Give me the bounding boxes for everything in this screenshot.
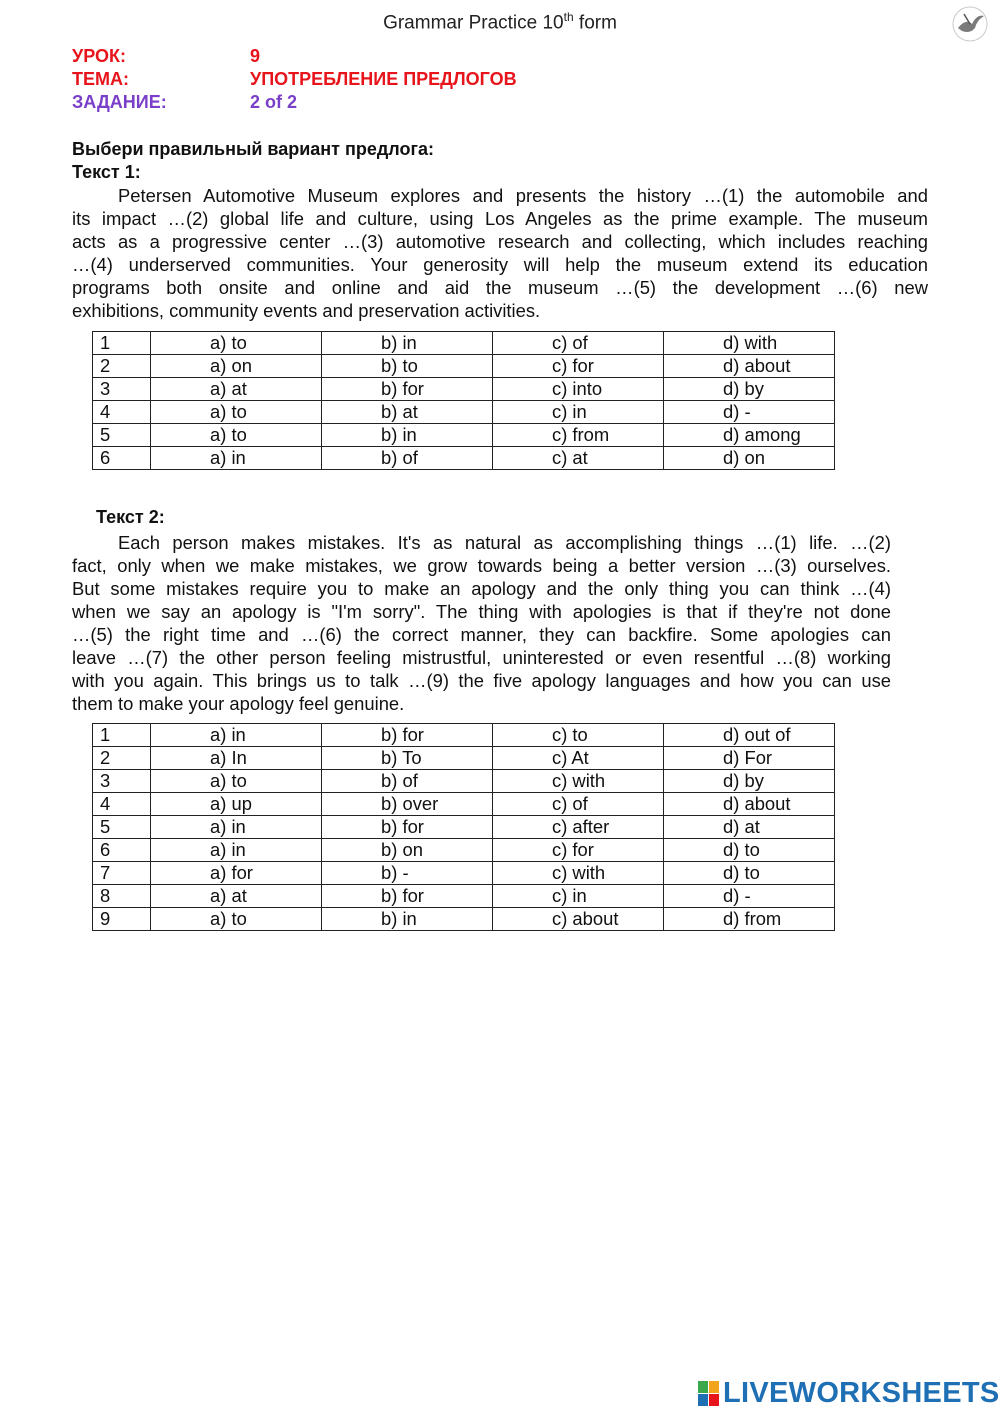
- text2-table-row: [93, 908, 835, 931]
- option-d[interactable]: d) to: [664, 839, 835, 862]
- option-c[interactable]: c) for: [493, 839, 664, 862]
- question-number: 1: [93, 332, 151, 355]
- option-d[interactable]: d) on: [664, 447, 835, 470]
- option-a[interactable]: a) to: [151, 332, 322, 355]
- option-b[interactable]: b) over: [322, 793, 493, 816]
- lesson-row: [72, 45, 517, 68]
- option-c[interactable]: c) to: [493, 724, 664, 747]
- text2-passage-line: them to make your apology feel genuine.: [72, 693, 405, 714]
- option-d[interactable]: d) by: [664, 378, 835, 401]
- text2-passage-line: But some mistakes require you to make an apology and the only thing you can think …(4): [72, 578, 891, 599]
- text1-passage-line: acts as a progressive center …(3) automotive research and collecting, which includes reaching: [72, 231, 928, 252]
- header-title-main: Grammar Practice 10: [383, 12, 564, 34]
- option-b[interactable]: b) for: [322, 816, 493, 839]
- question-number: 2: [93, 747, 151, 770]
- header-title-tail: form: [573, 12, 617, 34]
- text1-passage-line: Petersen Automotive Museum explores and presents the history …(1) the automobile and: [118, 185, 928, 206]
- text2-passage-line: …(5) the right time and …(6) the correct manner, they can backfire. Some apologies can: [72, 624, 891, 645]
- text2-passage-line: when we say an apology is "I'm sorry". The thing with apologies is that if they're not done: [72, 601, 891, 622]
- task-row: [72, 91, 517, 114]
- text2-options-table: [92, 723, 835, 931]
- bird-logo-icon: [950, 4, 990, 44]
- text1-passage-line: …(4) underserved communities. Your generosity will help the museum extend its education: [72, 254, 928, 275]
- option-a[interactable]: a) in: [151, 839, 322, 862]
- option-d[interactable]: d) from: [664, 908, 835, 931]
- text2-passage-line: with you again. This brings us to talk …(9) the five apology languages and how you can use: [72, 670, 891, 691]
- option-b[interactable]: b) on: [322, 839, 493, 862]
- brand-text: LIVEWORKSHEETS: [723, 1377, 1000, 1409]
- option-c[interactable]: c) in: [493, 885, 664, 908]
- option-d[interactable]: d) about: [664, 355, 835, 378]
- option-c[interactable]: c) into: [493, 378, 664, 401]
- option-b[interactable]: b) for: [322, 885, 493, 908]
- option-b[interactable]: b) for: [322, 724, 493, 747]
- text2-table-row: [93, 862, 835, 885]
- brand-logo-icon: [698, 1381, 719, 1406]
- text2-table-row: [93, 885, 835, 908]
- question-number: 3: [93, 378, 151, 401]
- text1-table-row: [93, 424, 835, 447]
- option-d[interactable]: d) -: [664, 401, 835, 424]
- option-a[interactable]: a) to: [151, 908, 322, 931]
- question-number: 4: [93, 401, 151, 424]
- topic-label: ТЕМА:: [72, 69, 129, 89]
- option-b[interactable]: b) in: [322, 908, 493, 931]
- option-b[interactable]: b) -: [322, 862, 493, 885]
- text2-table-row: [93, 770, 835, 793]
- text1-table-row: [93, 447, 835, 470]
- option-d[interactable]: d) at: [664, 816, 835, 839]
- option-d[interactable]: d) about: [664, 793, 835, 816]
- question-number: 3: [93, 770, 151, 793]
- option-d[interactable]: d) by: [664, 770, 835, 793]
- option-c[interactable]: c) about: [493, 908, 664, 931]
- option-a[interactable]: a) in: [151, 724, 322, 747]
- text1-passage-line: programs both onsite and online and aid the museum …(5) the development …(6) new: [72, 277, 928, 298]
- option-b[interactable]: b) in: [322, 332, 493, 355]
- text2-table-row: [93, 747, 835, 770]
- option-b[interactable]: b) To: [322, 747, 493, 770]
- option-c[interactable]: c) for: [493, 355, 664, 378]
- option-a[interactable]: a) up: [151, 793, 322, 816]
- question-number: 8: [93, 885, 151, 908]
- topic-row: [72, 68, 517, 91]
- option-c[interactable]: c) of: [493, 793, 664, 816]
- text2-passage-line: fact, only when we make mistakes, we grow towards being a better version …(3) ourselves.: [72, 555, 891, 576]
- page-header-title: [0, 10, 1000, 34]
- question-number: 7: [93, 862, 151, 885]
- liveworksheets-brand: [698, 1377, 1000, 1410]
- text2-table-row: [93, 816, 835, 839]
- option-a[interactable]: a) at: [151, 885, 322, 908]
- text2-passage-line: leave …(7) the other person feeling mistrustful, uninterested or even resentful …(8) working: [72, 647, 891, 668]
- text2-table-row: [93, 839, 835, 862]
- option-d[interactable]: d) -: [664, 885, 835, 908]
- option-c[interactable]: c) after: [493, 816, 664, 839]
- option-a[interactable]: a) to: [151, 401, 322, 424]
- option-d[interactable]: d) with: [664, 332, 835, 355]
- text2-passage: [72, 531, 891, 715]
- question-number: 1: [93, 724, 151, 747]
- text1-title: Текст 1:: [72, 162, 141, 182]
- question-number: 5: [93, 424, 151, 447]
- option-c[interactable]: c) in: [493, 401, 664, 424]
- question-number: 2: [93, 355, 151, 378]
- option-a[interactable]: a) in: [151, 447, 322, 470]
- question-number: 5: [93, 816, 151, 839]
- text2-table-row: [93, 724, 835, 747]
- question-number: 9: [93, 908, 151, 931]
- option-c[interactable]: c) from: [493, 424, 664, 447]
- option-a[interactable]: a) at: [151, 378, 322, 401]
- question-number: 4: [93, 793, 151, 816]
- question-number: 6: [93, 839, 151, 862]
- option-c[interactable]: c) with: [493, 770, 664, 793]
- option-d[interactable]: d) among: [664, 424, 835, 447]
- text2-passage-line: Each person makes mistakes. It's as natural as accomplishing things …(1) life. …(2): [118, 532, 891, 553]
- option-d[interactable]: d) For: [664, 747, 835, 770]
- text1-table-row: [93, 378, 835, 401]
- text1-table-row: [93, 401, 835, 424]
- option-b[interactable]: b) to: [322, 355, 493, 378]
- text1-table-row: [93, 355, 835, 378]
- option-d[interactable]: d) to: [664, 862, 835, 885]
- text1-passage: [72, 184, 928, 322]
- lesson-value: 9: [250, 46, 261, 66]
- option-d[interactable]: d) out of: [664, 724, 835, 747]
- text1-passage-line: its impact …(2) global life and culture, using Los Angeles as the prime example. The museum: [72, 208, 928, 229]
- text1-passage-line: exhibitions, community events and preservation activities.: [72, 300, 541, 321]
- option-a[interactable]: a) for: [151, 862, 322, 885]
- text2-title: Текст 2:: [96, 507, 165, 527]
- text2-table-row: [93, 793, 835, 816]
- option-a[interactable]: a) to: [151, 770, 322, 793]
- text1-table-row: [93, 332, 835, 355]
- header-title-superscript: th: [563, 10, 574, 24]
- option-b[interactable]: b) in: [322, 424, 493, 447]
- option-c[interactable]: c) at: [493, 447, 664, 470]
- lesson-label: УРОК:: [72, 46, 126, 66]
- option-a[interactable]: a) In: [151, 747, 322, 770]
- option-a[interactable]: a) to: [151, 424, 322, 447]
- option-c[interactable]: c) of: [493, 332, 664, 355]
- option-b[interactable]: b) at: [322, 401, 493, 424]
- instruction-text: Выбери правильный вариант предлога:: [72, 139, 434, 159]
- task-value: 2 of 2: [250, 92, 298, 112]
- task-label: ЗАДАНИЕ:: [72, 92, 167, 112]
- instruction-block: [72, 138, 434, 184]
- option-b[interactable]: b) of: [322, 770, 493, 793]
- option-b[interactable]: b) for: [322, 378, 493, 401]
- option-a[interactable]: a) in: [151, 816, 322, 839]
- lesson-meta: [72, 45, 517, 114]
- option-c[interactable]: c) At: [493, 747, 664, 770]
- topic-value: УПОТРЕБЛЕНИЕ ПРЕДЛОГОВ: [250, 69, 517, 89]
- option-b[interactable]: b) of: [322, 447, 493, 470]
- question-number: 6: [93, 447, 151, 470]
- text1-options-table: [92, 331, 835, 470]
- option-a[interactable]: a) on: [151, 355, 322, 378]
- option-c[interactable]: c) with: [493, 862, 664, 885]
